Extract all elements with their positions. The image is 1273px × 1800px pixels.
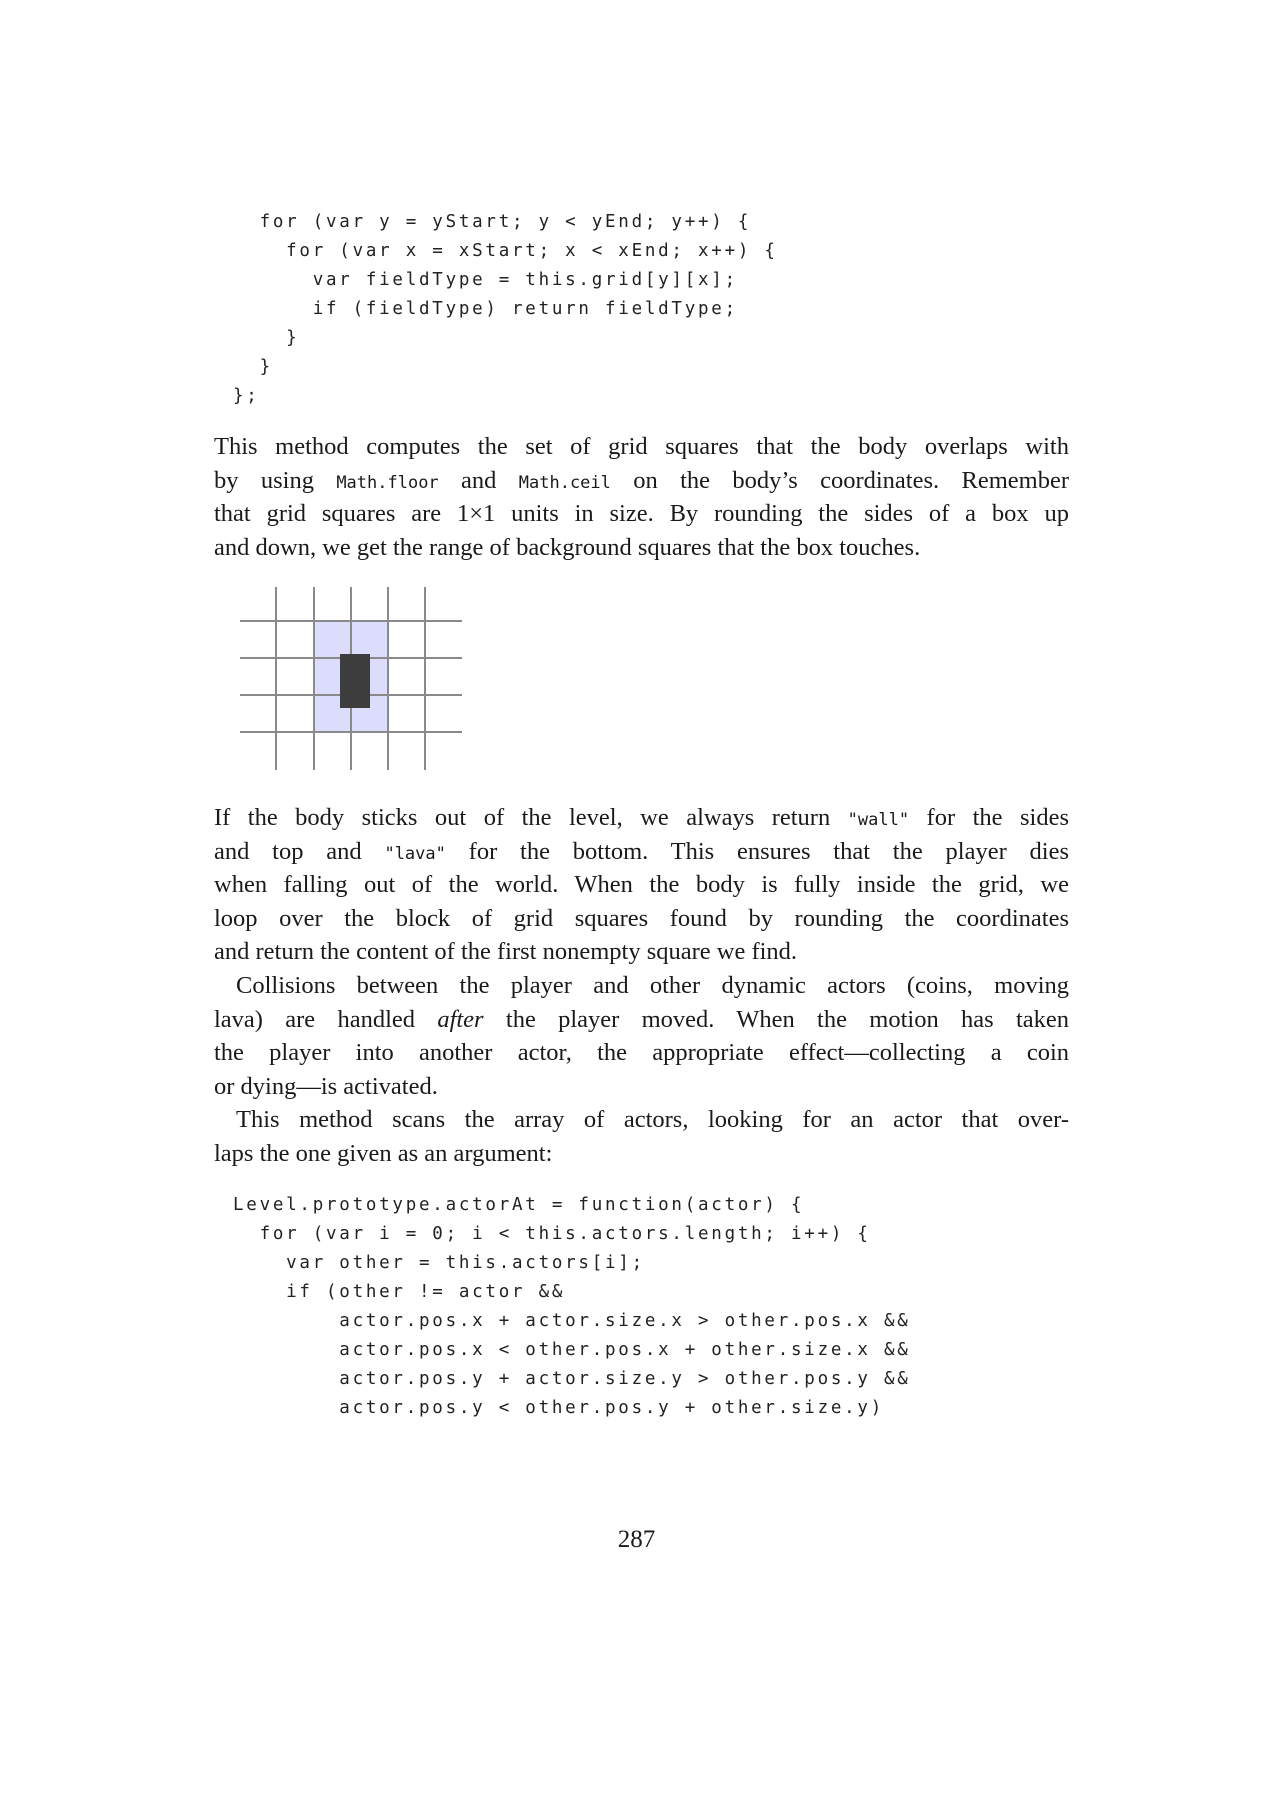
text-line	[214, 935, 1069, 969]
code-line: }	[233, 357, 273, 377]
code-line: var fieldType = this.grid[y][x];	[233, 270, 738, 290]
text-line	[214, 1036, 1069, 1070]
text-run: when falling out of the world. When the body is fully inside the grid, we	[214, 871, 1069, 898]
code-line: actor.pos.x < other.pos.x + other.size.x &&	[233, 1340, 911, 1360]
text-run: This method computes the set of grid squares that the body overlaps with	[214, 433, 1069, 460]
text-line	[214, 835, 1069, 869]
paragraph-outside-level	[214, 801, 1069, 969]
text-run: for the sides	[909, 804, 1069, 831]
code-line: for (var x = xStart; x < xEnd; x++) {	[233, 241, 778, 261]
inline-code: "lava"	[384, 843, 446, 864]
text-run: lava) are handled	[214, 1005, 438, 1033]
text-run: the player moved. When the motion has taken	[483, 1005, 1069, 1033]
text-run: on the body’s coordinates. Remember	[610, 466, 1069, 494]
text-line	[214, 801, 1069, 835]
page-number: 287	[617, 1526, 656, 1553]
text-line	[214, 1103, 1069, 1137]
text-run: and	[438, 466, 519, 494]
code-line: for (var i = 0; i < this.actors.length; i++) {	[233, 1224, 871, 1244]
text-run: and return the content of the first nonempty square we find.	[214, 938, 798, 965]
text-run: and down, we get the range of background squares that the box touches.	[214, 533, 921, 561]
text-line	[214, 868, 1069, 902]
text-run: that grid squares are 1×1 units in size. By rounding the sides of a box up	[214, 500, 1069, 527]
text-run: the player into another actor, the appropriate effect—collecting a coin	[214, 1039, 1069, 1066]
text-run: Collisions between the player and other dynamic actors (coins, moving	[236, 972, 1069, 999]
text-run: laps the one given as an argument:	[214, 1139, 553, 1167]
text-run: for the bottom. This ensures that the player dies	[445, 837, 1070, 865]
text-run: or dying—is activated.	[214, 1072, 438, 1100]
emphasis: after	[437, 1005, 484, 1033]
inline-code: Math.floor	[336, 472, 439, 493]
body-box	[340, 654, 370, 708]
code-block-actor-at	[233, 1191, 911, 1423]
text-line	[214, 1003, 1069, 1037]
text-line	[214, 969, 1069, 1003]
code-line: actor.pos.y + actor.size.y > other.pos.y &&	[233, 1369, 911, 1389]
text-line	[214, 1137, 1069, 1171]
inline-code: Math.ceil	[518, 472, 611, 493]
code-line: actor.pos.x + actor.size.x > other.pos.x &&	[233, 1311, 911, 1331]
code-line: if (fieldType) return fieldType;	[233, 299, 738, 319]
paragraph-collisions	[214, 969, 1069, 1103]
text-run: loop over the block of grid squares found by rounding the coordinates	[214, 904, 1069, 932]
text-run: and top and	[214, 837, 385, 865]
text-run: by using	[214, 466, 337, 494]
code-line: for (var y = yStart; y < yEnd; y++) {	[233, 212, 752, 232]
text-run: This method scans the array of actors, looking for an actor that over-	[236, 1106, 1069, 1133]
text-line	[214, 902, 1069, 936]
code-line: };	[233, 386, 260, 406]
code-line: var other = this.actors[i];	[233, 1253, 645, 1273]
code-line: actor.pos.y < other.pos.y + other.size.y)	[233, 1398, 885, 1418]
text-line	[214, 1070, 1069, 1104]
grid-overlap-figure	[0, 0, 1273, 800]
text-run: If the body sticks out of the level, we always return	[214, 804, 848, 831]
code-line: if (other != actor &&	[233, 1282, 566, 1302]
code-line: }	[233, 328, 300, 348]
code-line: Level.prototype.actorAt = function(actor) {	[233, 1195, 805, 1215]
inline-code: "wall"	[847, 810, 910, 830]
paragraph-actor-scan	[214, 1103, 1069, 1170]
